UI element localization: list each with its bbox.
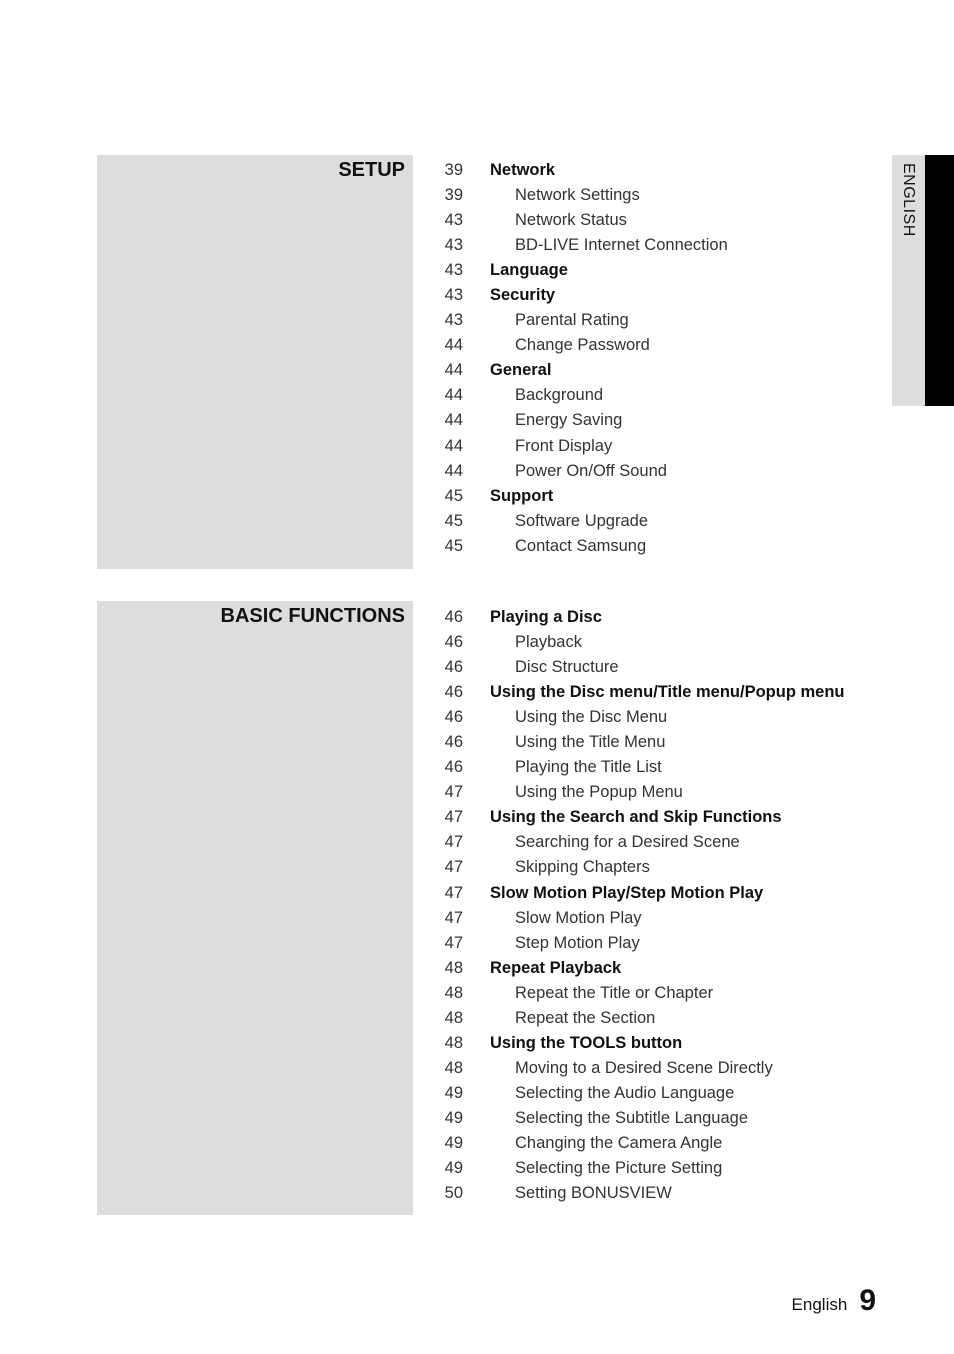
toc-page-number: 47 [444, 933, 463, 952]
toc-entry-subitem[interactable] [413, 1130, 893, 1155]
toc-page-number: 48 [444, 983, 463, 1002]
toc-entry-text: Change Password [515, 336, 650, 355]
toc-entry-text: Using the Search and Skip Functions [490, 808, 782, 827]
toc-entry-subitem[interactable] [413, 854, 893, 879]
toc-entry-heading[interactable] [413, 1030, 893, 1055]
toc-entries [413, 157, 893, 558]
toc-entry-subitem[interactable] [413, 829, 893, 854]
toc-entry-text: Repeat the Title or Chapter [515, 983, 714, 1002]
toc-entry-text: Repeat Playback [490, 958, 622, 977]
toc-entry-subitem[interactable] [413, 458, 893, 483]
toc-entry-subitem[interactable] [413, 533, 893, 558]
toc-entry-subitem[interactable] [413, 1080, 893, 1105]
toc-entry-subitem[interactable] [413, 779, 893, 804]
toc-page-number: 47 [444, 808, 463, 827]
toc-entry-text: Selecting the Subtitle Language [515, 1108, 749, 1127]
toc-page-number: 43 [444, 286, 463, 305]
toc-entry-text: Language [490, 261, 568, 280]
toc-entry-text: Changing the Camera Angle [515, 1133, 723, 1152]
toc-entry-subitem[interactable] [413, 182, 893, 207]
toc-entry-heading[interactable] [413, 679, 893, 704]
toc-page-number: 48 [444, 1008, 463, 1027]
toc-entry-subitem[interactable] [413, 433, 893, 458]
section-heading-panel [97, 601, 413, 1215]
toc-page-number: 49 [444, 1159, 463, 1178]
toc-page-number: 47 [444, 883, 463, 902]
toc-entry-subitem[interactable] [413, 307, 893, 332]
toc-page-number: 45 [444, 486, 463, 505]
toc-page-number: 43 [444, 311, 463, 330]
toc-entry-text: Playing the Title List [515, 758, 662, 777]
toc-page-number: 39 [444, 186, 463, 205]
toc-page-number: 46 [444, 733, 463, 752]
section-title: SETUP [338, 159, 405, 181]
toc-page-number: 46 [444, 683, 463, 702]
toc-entry-text: Support [490, 486, 554, 505]
toc-entry-heading[interactable] [413, 357, 893, 382]
toc-entry-text: Slow Motion Play [515, 908, 642, 927]
toc-entry-text: Repeat the Section [515, 1008, 656, 1027]
toc-entry-subitem[interactable] [413, 1180, 893, 1205]
page-number: 9 [859, 1284, 876, 1317]
toc-entry-heading[interactable] [413, 257, 893, 282]
toc-page-number: 46 [444, 633, 463, 652]
toc-entry-text: General [490, 361, 552, 380]
toc-entry-text: Moving to a Desired Scene Directly [515, 1058, 773, 1077]
toc-entry-text: Using the Disc Menu [515, 708, 668, 727]
toc-entry-subitem[interactable] [413, 905, 893, 930]
toc-page-number: 44 [444, 386, 463, 405]
toc-page-number: 44 [444, 336, 463, 355]
toc-entry-text: Network Status [515, 211, 627, 230]
toc-entry-text: Playing a Disc [490, 608, 602, 626]
toc-page-number: 47 [444, 783, 463, 802]
toc-entry-heading[interactable] [413, 157, 893, 182]
toc-entry-text: Power On/Off Sound [515, 461, 667, 480]
toc-entry-text: Disc Structure [515, 658, 619, 677]
toc-entry-subitem[interactable] [413, 629, 893, 654]
toc-page-number: 43 [444, 211, 463, 230]
toc-entry-text: Selecting the Audio Language [515, 1083, 735, 1102]
toc-page-number: 49 [444, 1133, 463, 1152]
toc-entry-text: Step Motion Play [515, 933, 640, 952]
toc-page-number: 43 [444, 236, 463, 255]
toc-entry-subitem[interactable] [413, 1055, 893, 1080]
toc-entry-text: Network Settings [515, 186, 640, 205]
toc-entry-heading[interactable] [413, 282, 893, 307]
toc-entry-text: Contact Samsung [515, 536, 647, 555]
toc-page-number: 45 [444, 511, 463, 530]
toc-entry-text: Using the TOOLS button [490, 1033, 683, 1052]
toc-entry-text: BD-LIVE Internet Connection [515, 236, 728, 255]
side-tab-label: ENGLISH [900, 163, 917, 237]
toc-entry-text: Slow Motion Play/Step Motion Play [490, 883, 764, 902]
toc-entry-text: Using the Title Menu [515, 733, 666, 752]
toc-page-number: 47 [444, 858, 463, 877]
toc-page-number: 47 [444, 908, 463, 927]
toc-page-number: 46 [444, 708, 463, 727]
toc-entry-subitem[interactable] [413, 207, 893, 232]
footer-language: English [791, 1295, 848, 1314]
toc-entry-subitem[interactable] [413, 654, 893, 679]
toc-entry-subitem[interactable] [413, 1105, 893, 1130]
toc-entry-subitem[interactable] [413, 382, 893, 407]
toc-page-number: 48 [444, 958, 463, 977]
toc-page-number: 44 [444, 411, 463, 430]
toc-entry-heading[interactable] [413, 483, 893, 508]
toc-page-number: 48 [444, 1058, 463, 1077]
toc-page-number: 46 [444, 608, 463, 626]
toc-page-number: 44 [444, 436, 463, 455]
toc-entry-text: Using the Disc menu/Title menu/Popup menu [490, 683, 845, 702]
side-tab-marker [925, 155, 954, 406]
section-heading-panel [97, 155, 413, 569]
toc-entry-heading[interactable] [413, 880, 893, 905]
toc-entry-text: Security [490, 286, 556, 305]
toc-entry-text: Energy Saving [515, 411, 623, 430]
toc-page-number: 45 [444, 536, 463, 555]
toc-entry-subitem[interactable] [413, 930, 893, 955]
toc-page-number: 49 [444, 1108, 463, 1127]
toc-entry-text: Skipping Chapters [515, 858, 650, 877]
toc-entry-text: Software Upgrade [515, 511, 648, 530]
toc-entry-subitem[interactable] [413, 704, 893, 729]
toc-entry-heading[interactable] [413, 804, 893, 829]
toc-page-number: 44 [444, 361, 463, 380]
toc-entry-text: Parental Rating [515, 311, 629, 330]
toc-entry-heading[interactable] [413, 604, 893, 629]
toc-entry-subitem[interactable] [413, 232, 893, 257]
toc-page-number: 44 [444, 461, 463, 480]
page-footer [792, 1284, 876, 1318]
toc-entry-text: Selecting the Picture Setting [515, 1159, 723, 1178]
toc-page-number: 47 [444, 833, 463, 852]
section-title: BASIC FUNCTIONS [220, 605, 405, 627]
toc-entry-subitem[interactable] [413, 407, 893, 432]
toc-page-number: 46 [444, 658, 463, 677]
toc-page-number: 50 [444, 1184, 463, 1203]
toc-entry-subitem[interactable] [413, 332, 893, 357]
toc-entry-subitem[interactable] [413, 754, 893, 779]
toc-page-number: 48 [444, 1033, 463, 1052]
toc-entry-subitem[interactable] [413, 1155, 893, 1180]
toc-page-number: 39 [444, 161, 463, 179]
toc-entry-text: Setting BONUSVIEW [515, 1184, 672, 1203]
toc-entry-text: Front Display [515, 436, 613, 455]
toc-page-number: 46 [444, 758, 463, 777]
toc-entry-subitem[interactable] [413, 1005, 893, 1030]
toc-page-number: 43 [444, 261, 463, 280]
toc-entry-text: Using the Popup Menu [515, 783, 683, 802]
toc-entry-text: Network [490, 161, 556, 179]
toc-entry-subitem[interactable] [413, 980, 893, 1005]
toc-entry-subitem[interactable] [413, 729, 893, 754]
toc-page-number: 49 [444, 1083, 463, 1102]
toc-entry-heading[interactable] [413, 955, 893, 980]
toc-entry-subitem[interactable] [413, 508, 893, 533]
toc-entries [413, 604, 893, 1205]
toc-entry-text: Searching for a Desired Scene [515, 833, 740, 852]
toc-entry-text: Background [515, 386, 604, 405]
toc-entry-text: Playback [515, 633, 582, 652]
